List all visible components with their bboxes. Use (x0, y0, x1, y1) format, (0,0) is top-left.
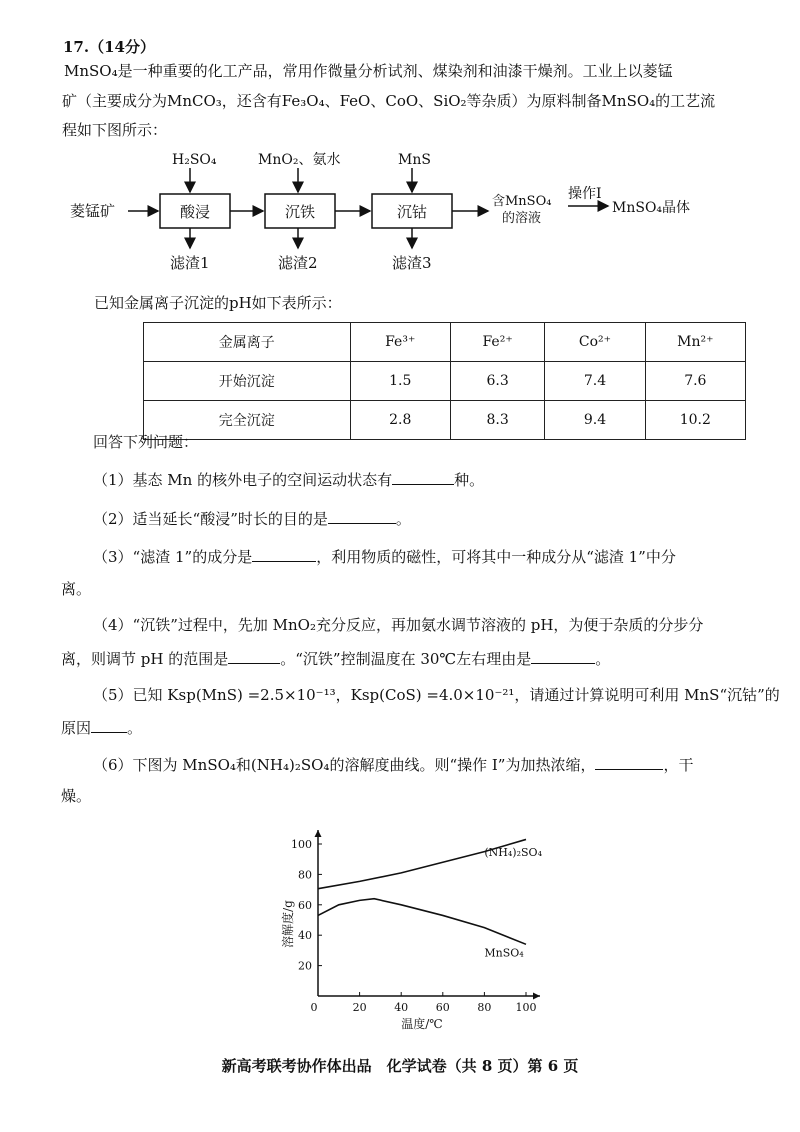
question-points: （14分） (89, 38, 155, 56)
x-tick-label: 60 (435, 1001, 450, 1014)
table-row (144, 362, 746, 401)
table-header-cell: Fe³⁺ (350, 323, 450, 362)
reagent-2: MnO₂、氨水 (258, 152, 341, 168)
q3-line-2: 离。 (61, 580, 92, 598)
q6-line-2: 燥。 (61, 787, 92, 805)
answer-blank[interactable] (91, 716, 127, 733)
answer-blank[interactable] (228, 647, 280, 664)
x-tick-label: 80 (477, 1001, 492, 1014)
reagent-1: H₂SO₄ (172, 152, 217, 168)
sub-question-1 (93, 468, 484, 491)
q4-line-1: （4）“沉铁”过程中，先加 MnO₂充分反应，再加氨水调节溶液的 pH，为便于杂质的分步分 (93, 616, 704, 634)
intro-line-3: 程如下图所示： (62, 121, 168, 139)
q2-text: （2）适当延长“酸浸”时长的目的是 (93, 510, 328, 528)
table-row (144, 401, 746, 440)
answer-intro: 回答下列问题： (93, 433, 199, 451)
y-tick-label: 80 (298, 868, 312, 882)
y-tick-label: 60 (298, 898, 312, 912)
table-header-row (144, 323, 746, 362)
process-flow-diagram (0, 140, 800, 280)
intro-line-2: 矿（主要成分为MnCO₃，还含有Fe₃O₄、FeO、CoO、SiO₂等杂质）为原料制备MnSO₄的工艺流 (62, 92, 716, 110)
q5-tail: 。 (127, 719, 143, 737)
table-intro: 已知金属离子沉淀的pH如下表所示： (94, 294, 342, 312)
table-header-cell: Co²⁺ (545, 323, 645, 362)
q1-tail: 种。 (454, 471, 485, 489)
table-cell: 完全沉淀 (144, 401, 351, 440)
q6-text: （6）下图为 MnSO₄和(NH₄)₂SO₄的溶解度曲线。则“操作 I”为加热浓缩， (93, 756, 596, 774)
question-number-line (63, 36, 155, 57)
residue-2: 滤渣2 (278, 254, 318, 272)
q5-text: 原因 (61, 719, 92, 737)
answer-blank[interactable] (392, 468, 454, 485)
x-tick-label: 0 (310, 1001, 318, 1014)
residue-1: 滤渣1 (170, 254, 210, 272)
table-cell: 7.4 (545, 362, 645, 401)
y-tick-label: 20 (298, 959, 312, 973)
q3-text: （3）“滤渣 1”的成分是 (93, 548, 253, 566)
q3-tail: ，利用物质的磁性，可将其中一种成分从“滤渣 1”中分 (316, 548, 676, 566)
reagent-3: MnS (398, 152, 431, 168)
sub-question-5-line-2 (61, 716, 142, 739)
sub-question-2 (93, 507, 411, 530)
q4-text: 离，则调节 pH 的范围是 (61, 650, 229, 668)
product-label: MnSO₄晶体 (612, 200, 691, 216)
q4-mid: 。“沉铁”控制温度在 30℃左右理由是 (280, 650, 532, 668)
step-2-label: 沉铁 (284, 203, 316, 221)
q6-tail: ，干 (663, 756, 694, 774)
legend-label-ammonium-sulfate: (NH₄)₂SO₄ (484, 846, 542, 860)
answer-blank[interactable] (531, 647, 595, 664)
y-axis-label: 溶解度/g (281, 900, 295, 948)
x-axis-label: 温度/℃ (401, 1017, 443, 1031)
residue-3: 滤渣3 (392, 254, 432, 272)
table-header-cell: 金属离子 (144, 323, 351, 362)
q1-text: （1）基态 Mn 的核外电子的空间运动状态有 (93, 471, 393, 489)
table-cell: 开始沉淀 (144, 362, 351, 401)
step-3-label: 沉钴 (396, 203, 428, 221)
flow-input: 菱锰矿 (70, 202, 116, 220)
table-cell: 8.3 (450, 401, 544, 440)
table-cell: 2.8 (350, 401, 450, 440)
y-axis-arrow (315, 830, 322, 837)
y-tick-label: 40 (298, 929, 312, 943)
table-header-cell: Mn²⁺ (645, 323, 745, 362)
sub-question-3 (93, 545, 676, 568)
page-footer: 新高考联考协作体出品 化学试卷（共 8 页）第 6 页 (221, 1057, 579, 1075)
step-1-label: 酸浸 (179, 203, 211, 221)
table-cell: 9.4 (545, 401, 645, 440)
solubility-chart (270, 820, 570, 1040)
y-tick-label: 100 (291, 838, 312, 851)
precipitation-ph-table (143, 322, 746, 440)
output-line-1: 含MnSO₄ (492, 194, 552, 209)
table-cell: 6.3 (450, 362, 544, 401)
series-line-manganese-sulfate (318, 899, 526, 945)
table-cell: 1.5 (350, 362, 450, 401)
x-tick-label: 20 (352, 1001, 367, 1014)
intro-line-1: MnSO₄是一种重要的化工产品，常用作微量分析试剂、煤染剂和油漆干燥剂。工业上以菱锰 (64, 62, 673, 80)
operation-label: 操作I (568, 186, 602, 202)
table-header-cell: Fe²⁺ (450, 323, 544, 362)
table-cell: 10.2 (645, 401, 745, 440)
answer-blank[interactable] (595, 753, 663, 770)
sub-question-4-line-2 (61, 647, 610, 670)
x-tick-label: 40 (394, 1001, 409, 1014)
x-tick-label: 100 (515, 1001, 537, 1014)
sub-question-6 (93, 753, 694, 776)
question-number: 17. (63, 38, 90, 56)
answer-blank[interactable] (252, 545, 316, 562)
answer-blank[interactable] (328, 507, 396, 524)
q4-tail: 。 (595, 650, 611, 668)
output-line-2: 的溶液 (502, 211, 542, 226)
x-axis-arrow (533, 993, 540, 1000)
q5-line-1: （5）已知 Ksp(MnS) =2.5×10⁻¹³，Ksp(CoS) =4.0×10⁻²¹，请通过计算说明可利用 MnS“沉钴”的 (93, 686, 780, 704)
q2-tail: 。 (395, 510, 411, 528)
table-cell: 7.6 (645, 362, 745, 401)
legend-label-manganese-sulfate: MnSO₄ (484, 946, 524, 960)
